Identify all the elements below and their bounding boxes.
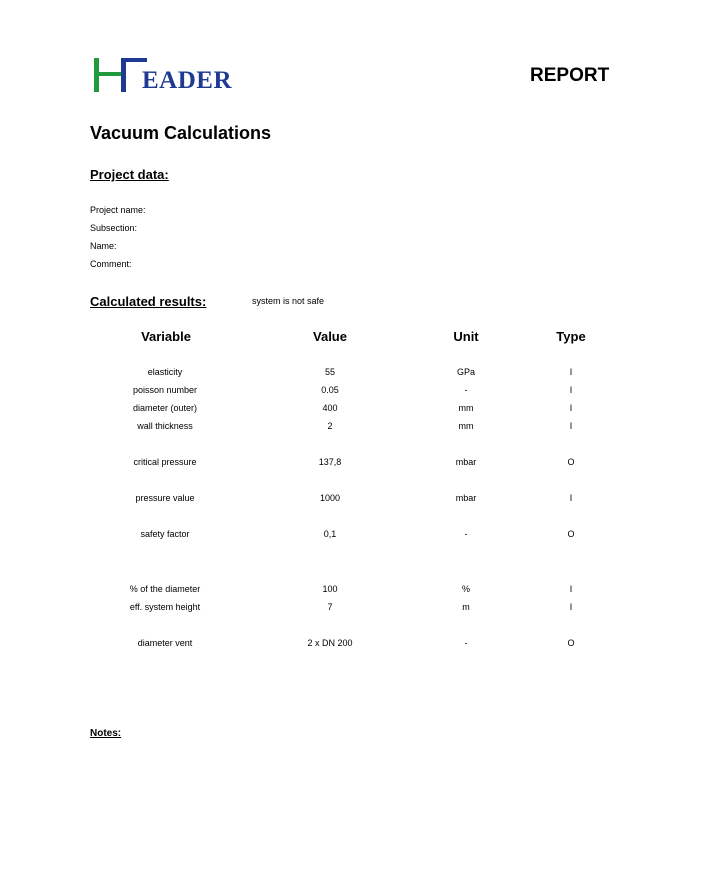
table-cell-value: 2 <box>327 421 333 431</box>
report-label: REPORT <box>530 65 610 86</box>
table-cell-variable: eff. system height <box>129 602 201 612</box>
table-cell-value: 137,8 <box>318 457 342 467</box>
table-cell-type: I <box>569 602 573 612</box>
table-cell-value: 7 <box>327 602 333 612</box>
column-header-unit: Unit <box>453 329 479 344</box>
field-subsection: Subsection: <box>90 223 138 233</box>
table-cell-type: I <box>569 584 573 594</box>
field-name: Name: <box>90 241 117 251</box>
column-header-type: Type <box>556 329 586 344</box>
table-cell-unit: - <box>464 638 468 648</box>
table-cell-value: 55 <box>324 367 335 377</box>
table-cell-unit: mbar <box>455 493 477 503</box>
status-text: system is not safe <box>252 296 325 306</box>
table-cell-variable: wall thickness <box>137 421 193 431</box>
table-cell-unit: mbar <box>455 457 477 467</box>
logo-wordmark: EADER <box>142 67 233 94</box>
table-cell-variable: elasticity <box>147 367 183 377</box>
notes-heading: Notes: <box>90 728 122 739</box>
logo-bar-middle <box>94 72 124 76</box>
table-cell-unit: - <box>464 385 468 395</box>
table-cell-type: I <box>569 493 573 503</box>
logo-bar-top <box>121 58 147 62</box>
company-logo <box>92 58 242 96</box>
table-cell-value: 0.05 <box>321 385 339 395</box>
table-cell-variable: % of the diameter <box>129 584 201 594</box>
table-cell-type: I <box>569 421 573 431</box>
table-cell-unit: mm <box>458 421 474 431</box>
table-cell-type: I <box>569 367 573 377</box>
table-cell-value: 400 <box>322 403 338 413</box>
table-cell-unit: % <box>461 584 470 594</box>
logo-bar-right <box>121 58 126 92</box>
project-data-heading: Project data: <box>90 167 169 182</box>
document-title: Vacuum Calculations <box>90 123 272 143</box>
table-cell-value: 2 x DN 200 <box>307 638 353 648</box>
table-cell-variable: pressure value <box>135 493 195 503</box>
field-comment: Comment: <box>90 259 132 269</box>
table-cell-type: I <box>569 403 573 413</box>
table-cell-unit: GPa <box>456 367 475 377</box>
table-cell-type: I <box>569 385 573 395</box>
column-header-value: Value <box>313 329 347 344</box>
column-header-variable: Variable <box>141 329 191 344</box>
calculated-results-heading: Calculated results: <box>90 294 207 309</box>
table-cell-variable: diameter (outer) <box>132 403 198 413</box>
table-cell-type: O <box>567 529 575 539</box>
table-cell-variable: poisson number <box>132 385 198 395</box>
table-cell-variable: safety factor <box>140 529 190 539</box>
table-cell-unit: - <box>464 529 468 539</box>
table-cell-unit: m <box>462 602 470 612</box>
table-cell-unit: mm <box>458 403 474 413</box>
table-cell-type: O <box>567 457 575 467</box>
field-project-name: Project name: <box>90 205 146 215</box>
table-cell-variable: diameter vent <box>137 638 193 648</box>
table-cell-value: 0,1 <box>323 529 337 539</box>
table-cell-type: O <box>567 638 575 648</box>
table-cell-value: 1000 <box>319 493 341 503</box>
table-cell-variable: critical pressure <box>133 457 197 467</box>
table-cell-value: 100 <box>322 584 338 594</box>
